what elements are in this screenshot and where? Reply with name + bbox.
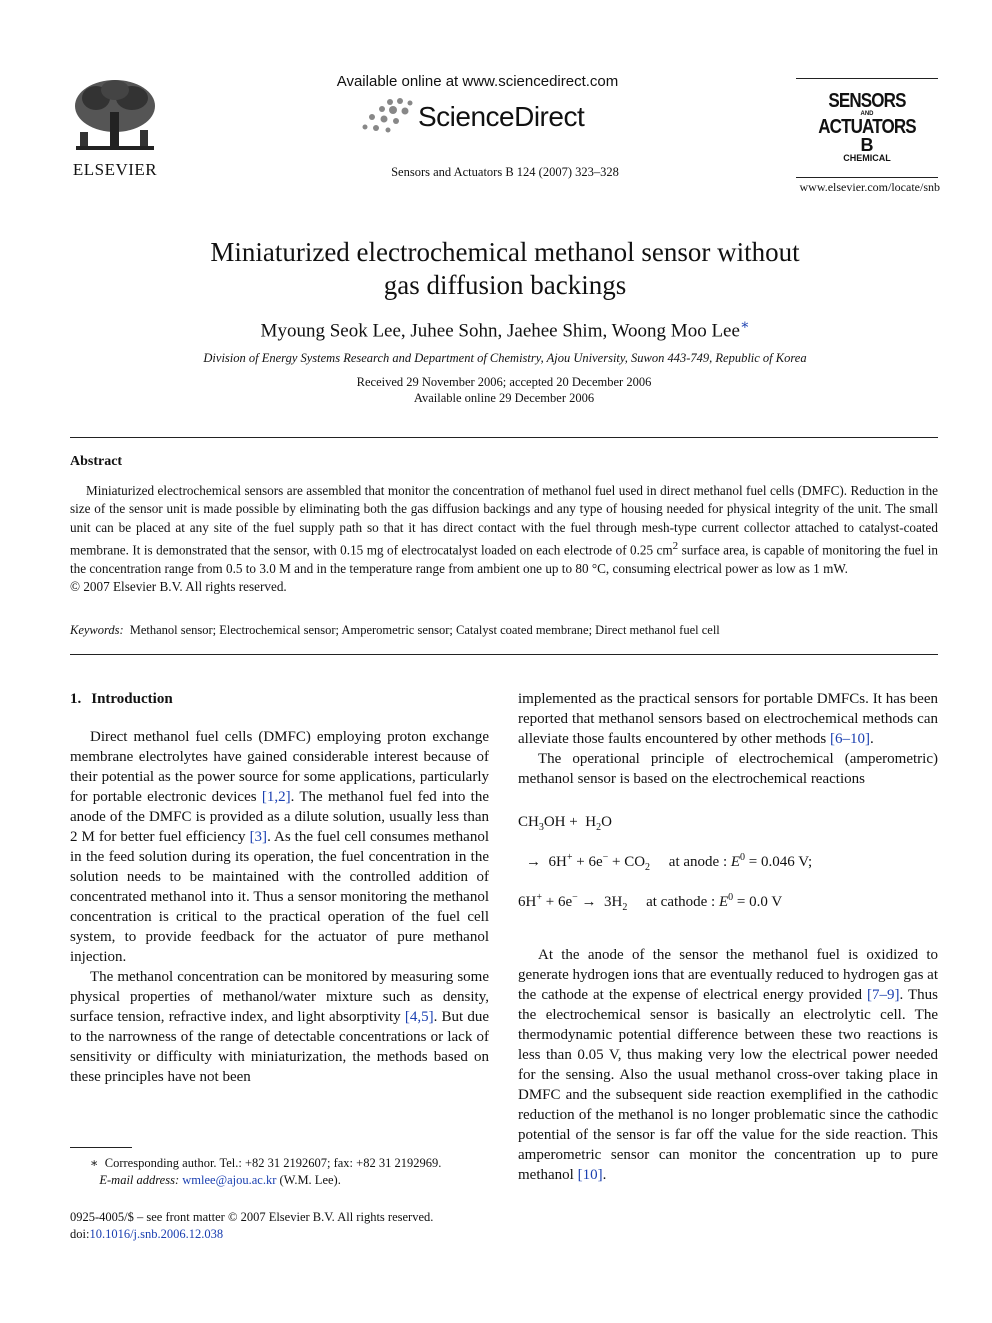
body-paragraph [70,967,489,1087]
email-label: E-mail address: [99,1172,180,1187]
journal-logo [796,78,938,178]
equation-line: → $6H^+ + 6e^- + CO_2$ at anode : $E^0 = 0.046$ V; [526,852,813,873]
body-text: . [602,1167,607,1183]
publisher-name: ELSEVIER [72,160,158,179]
authors-text: Myoung Seok Lee, Juhee Sohn, Jaehee Shim, Woong Moo Lee [260,320,740,342]
title-line: gas diffusion backings [383,270,627,300]
body-paragraph [70,727,489,967]
abstract-heading: Abstract [70,454,123,469]
available-date: Available online 29 December 2006 [413,391,595,405]
received-date: Received 29 November 2006; accepted 20 December 2006 [356,375,652,389]
body-text: . As the fuel cell consumes methanol in the feed solution during its operation, the fuel concentration in the solution needs to be maintained with the controlled addition of concentrated methanol into it. Thus a sensor monitoring the methanol concentration is critical to the practical operation of the fuel cell system, to provide feedback for the actuator of pure methanol injection. [70,829,489,965]
citation-link[interactable]: [6–10] [829,731,870,747]
body-text: . Thus the electrochemical sensor is basically an electrolytic cell. The thermodynamic potential difference between these two reactions is less than 0.05 V, thus making very low the electrical power needed for the sensing. Also the usual methanol cross-over taking place in DMFC and the subsequent side reaction exemplified in the cathodic reduction of the methanol is no longer problematic since the cathodic potential of the sensor is far off the value for the side reaction. This amperometric sensor can monitor the concentration up to pure methanol [518,987,938,1183]
abstract-copyright: © 2007 Elsevier B.V. All rights reserved. [70,578,287,594]
anode-potential: = 0.046 V; [748,854,813,870]
equation-line: $6H^+ + 6e^- \to 3H_2$ at cathode : $E^0 = 0.0$ V [518,892,783,913]
journal-logo-line: SENSORS [828,90,906,112]
doi-label: doi: [70,1226,90,1241]
body-text: Direct methanol fuel cells (DMFC) employing proton exchange membrane electrolytes have gained considerable interest because of their potential as the power source for some applications, particularly for portable electronic devices [70,729,489,805]
elsevier-tree-icon [66,76,164,158]
footnote-line [70,1155,489,1172]
footnote [70,1155,489,1188]
body-paragraph [518,945,938,1185]
section-title: Introduction [91,691,173,707]
abstract-text: Miniaturized electrochemical sensors are assembled that monitor the concentration of methanol fuel used in direct methanol fuel cells (DMFC). Reduction in the size of the sensor unit is made possible by eliminating both the gas diffusion backings and any type of housing needed for physical integrity of the unit. The small unit can be placed at any site of the fuel supply path so that it has direct contact with the fuel through mesh-type current collector attached to catalyst-coated membrane. It is demonstrated that the sensor, with 0.15 mg of electrocatalyst loaded on each electrode of 0.25 cm [70,483,938,558]
anode-label: at anode : [668,854,731,870]
journal-url[interactable]: www.elsevier.com/locate/snb [799,180,940,194]
equation-line: $CH_3OH + H_2O$ [518,814,612,833]
citation-link[interactable]: [4,5] [404,1009,434,1025]
corresponding-author-mark[interactable]: ∗ [739,318,750,333]
body-paragraph: The operational principle of electrochemical (amperometric) methanol sensor is based on the electrochemical reactions [518,751,938,787]
doi-link[interactable]: 10.1016/j.snb.2006.12.038 [89,1226,224,1241]
body-text: . But due to the narrowness of the range of detectable concentrations or lack of sensitivity or difficulty with miniaturization, the methods based on these principles have not been [70,1009,489,1085]
article-title [150,236,860,302]
abstract-text: surface area, is capable of monitoring the fuel in the concentration range from 0.5 to 3.0 M and in the temperature range from ambient one up to 80 °C, consuming electrical power as low as 1 mW. [70,542,938,576]
journal-logo-line: AND [860,111,874,117]
citation-link[interactable]: [10] [577,1167,603,1183]
divider [70,437,938,438]
footnote-line [70,1172,489,1189]
sciencedirect-dots-icon [360,97,418,137]
citation-link[interactable]: [3] [249,829,268,845]
body-paragraph [518,689,938,749]
affiliation: Division of Energy Systems Research and Department of Chemistry, Ajou University, Suwon 443-749, Republic of Korea [203,351,807,365]
left-column [70,689,489,1087]
section-heading [70,689,489,709]
divider [70,654,938,655]
available-online-text: Available online at www.sciencedirect.com [336,73,619,90]
front-matter [70,1209,520,1242]
body-text: . [869,731,874,747]
sciencedirect-logo[interactable] [360,97,600,137]
body-text: . The methanol fuel fed into the anode of the DMFC is provided as a dilute solution, usually less than 2 M for better fuel efficiency [70,789,489,845]
abstract-paragraph [70,482,938,578]
journal-reference: Sensors and Actuators B 124 (2007) 323–328 [391,165,619,179]
keywords [70,623,938,638]
footnote-mark: ∗ [90,1156,99,1170]
keywords-label: Keywords: [70,623,124,637]
issn-line: 0925-4005/$ – see front matter © 2007 Elsevier B.V. All rights reserved. [70,1210,434,1224]
elsevier-logo [66,76,164,180]
keywords-list: Methanol sensor; Electrochemical sensor; Amperometric sensor; Catalyst coated membrane; Direct methanol fuel cell [129,623,720,637]
abstract-body [70,482,938,596]
cathode-potential: = 0.0 V [736,894,783,910]
journal-logo-line: CHEMICAL [843,153,891,163]
body-text: implemented as the practical sensors for portable DMFCs. It has been reported that methanol sensors based on electrochemical methods can alleviate those faults encountered by other methods [518,691,938,747]
doi-line [70,1226,520,1243]
title-line: Miniaturized electrochemical methanol sensor without [210,237,800,267]
citation-link[interactable]: [7–9] [866,987,900,1003]
email-link[interactable]: wmlee@ajou.ac.kr [182,1172,277,1187]
body-text: At the anode of the sensor the methanol fuel is oxidized to generate hydrogen ions that are eventually reduced to hydrogen gas at the cathode at the expense of electrical energy provided [518,947,938,1003]
article-dates [200,374,808,406]
footnote-contact: Corresponding author. Tel.: +82 31 2192607; fax: +82 31 2192969. [104,1156,442,1170]
citation-link[interactable]: [1,2] [261,789,291,805]
journal-logo-line: ACTUATORS [818,116,916,138]
reaction-equations [518,807,938,923]
sciencedirect-wordmark: ScienceDirect [418,101,585,132]
superscript: 2 [672,539,679,552]
journal-logo-line: B [860,135,874,155]
cathode-label: at cathode : [646,894,719,910]
email-owner: (W.M. Lee). [279,1172,341,1187]
footnote-divider [70,1147,132,1148]
body-text: The methanol concentration can be monitored by measuring some physical properties of methanol/water mixture such as density, surface tension, refractive index, and light absorptivity [70,969,489,1025]
right-column [518,689,938,1185]
author-list [150,317,860,342]
section-number: 1. [70,691,82,707]
